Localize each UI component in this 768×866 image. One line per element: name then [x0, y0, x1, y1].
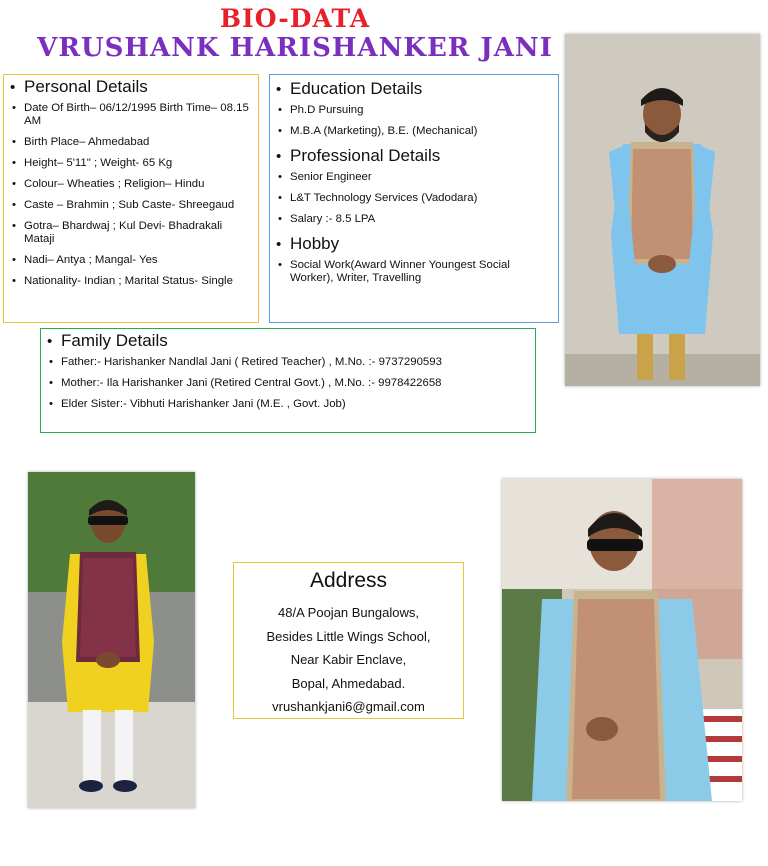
list-item: • Colour– Wheaties ; Religion– Hindu [10, 178, 252, 191]
profile-photo-closeup [502, 479, 742, 801]
list-item: • Height– 5'11" ; Weight- 65 Kg [10, 157, 252, 170]
professional-list [276, 171, 552, 226]
bullet-icon: • [47, 332, 53, 350]
list-item: • Nationality- Indian ; Marital Status- Single [10, 275, 252, 288]
education-box [269, 74, 559, 323]
list-item: • Senior Engineer [276, 171, 552, 184]
family-details-heading [47, 331, 529, 351]
profile-photo-standing [565, 34, 760, 386]
address-line: Besides Little Wings School, [266, 628, 431, 644]
list-item: • Salary :- 8.5 LPA [276, 213, 552, 226]
list-item: • Caste – Brahmin ; Sub Caste- Shreegaud [10, 199, 252, 212]
address-line: Bopal, Ahmedabad. [291, 675, 406, 691]
education-list [276, 104, 552, 138]
bullet-icon: • [10, 78, 16, 96]
hobby-list [276, 259, 552, 285]
family-details-box [40, 328, 536, 433]
list-item: • Father:- Harishanker Nandlal Jani ( Retired Teacher) , M.No. :- 9737290593 [47, 356, 529, 369]
list-item: • Nadi– Antya ; Mangal- Yes [10, 254, 252, 267]
address-box [233, 562, 464, 719]
list-item: • L&T Technology Services (Vadodara) [276, 192, 552, 205]
section-title: Family Details [61, 331, 168, 350]
section-title: Hobby [290, 234, 340, 253]
email-text: vrushankjani6@gmail.com [272, 699, 425, 714]
bullet-icon: • [276, 80, 282, 98]
personal-details-box [3, 74, 259, 323]
list-item: • Gotra– Bhardwaj ; Kul Devi- Bhadrakali Mataji [10, 220, 252, 246]
bullet-icon: • [276, 235, 282, 253]
address-line: 48/A Poojan Bungalows, [278, 605, 419, 620]
list-item: • M.B.A (Marketing), B.E. (Mechanical) [276, 125, 552, 138]
address-heading: Address [309, 569, 388, 592]
list-item: • Date Of Birth– 06/12/1995 Birth Time– 08.15 AM [10, 102, 252, 128]
education-heading [276, 79, 552, 99]
bullet-icon: • [276, 147, 282, 165]
family-list [47, 356, 529, 411]
biodata-title: BIO-DATA [219, 4, 371, 33]
hobby-heading [276, 234, 552, 254]
personal-details-list [10, 102, 252, 288]
personal-details-heading [10, 77, 252, 97]
address-line: Near Kabir Enclave, [290, 652, 407, 667]
section-title: Professional Details [290, 146, 441, 165]
professional-heading [276, 146, 552, 166]
list-item: • Mother:- Ila Harishanker Jani (Retired Central Govt.) , M.No. :- 9978422658 [47, 377, 529, 390]
list-item: • Social Work(Award Winner Youngest Social Worker), Writer, Travelling [276, 259, 552, 285]
list-item: • Elder Sister:- Vibhuti Harishanker Jani (M.E. , Govt. Job) [47, 398, 529, 411]
list-item: • Ph.D Pursuing [276, 104, 552, 117]
section-title: Personal Details [24, 77, 148, 96]
section-title: Education Details [290, 79, 423, 98]
person-name: VRUSHANK HARISHANKER JANI [37, 33, 553, 63]
list-item: • Birth Place– Ahmedabad [10, 136, 252, 149]
profile-photo-yellow [28, 472, 195, 808]
